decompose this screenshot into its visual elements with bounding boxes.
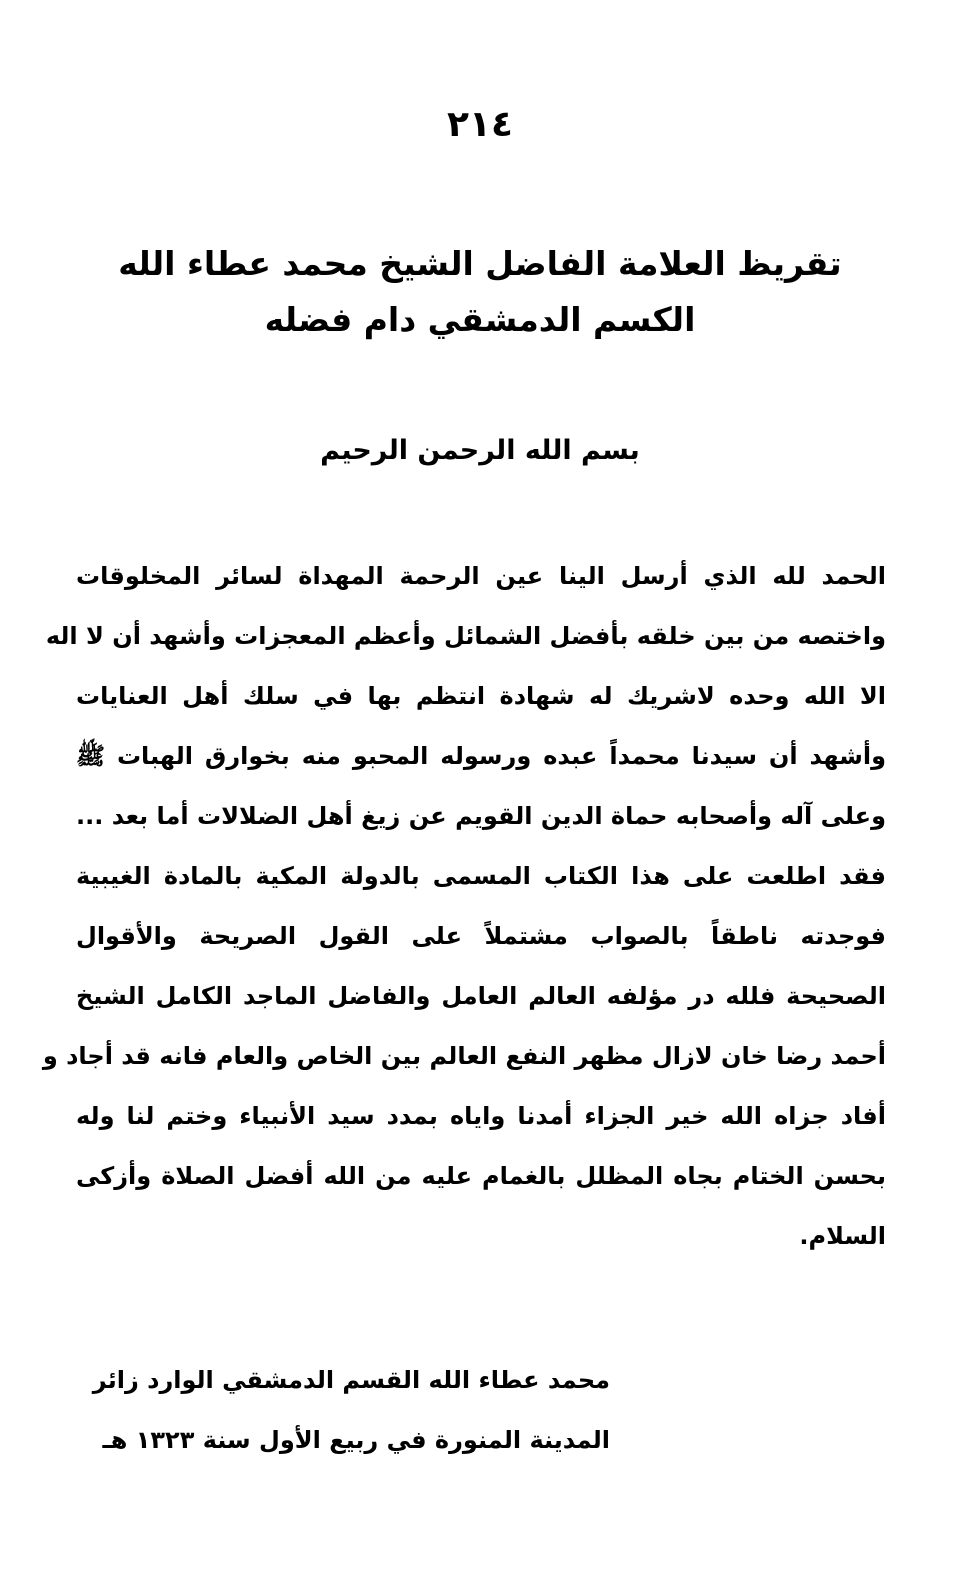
signature-line: محمد عطاء الله القسم الدمشقي الوارد زائر <box>92 1366 610 1394</box>
body-line: الا الله وحده لاشريك له شهادة انتظم بها في سلك أهل العنايات <box>76 682 886 710</box>
body-line: فقد اطلعت على هذا الكتاب المسمى بالدولة المكية بالمادة الغيبية <box>76 862 886 890</box>
signature-block <box>92 1350 610 1470</box>
body-paragraph <box>42 546 886 1266</box>
body-line: وعلى آله وأصحابه حماة الدين القويم عن زيغ أهل الضلالات أما بعد ... <box>76 802 886 830</box>
body-line: وأشهد أن سيدنا محمداً عبده ورسوله المحبو منه بخوارق الهبات ﷺ <box>76 742 886 770</box>
body-line: فوجدته ناطقاً بالصواب مشتملاً على القول الصريحة والأقوال <box>76 922 886 950</box>
basmala: بسم الله الرحمن الرحيم <box>320 435 640 466</box>
page-title: تقريظ العلامة الفاضل الشيخ محمد عطاء الله الكسم الدمشقي دام فضله <box>118 244 842 339</box>
body-line: الحمد لله الذي أرسل الينا عين الرحمة المهداة لسائر المخلوقات <box>76 562 886 590</box>
body-line: الصحيحة فلله در مؤلفه العالم العامل والفاضل الماجد الكامل الشيخ <box>76 982 886 1010</box>
body-line: السلام. <box>799 1222 886 1250</box>
body-line: بحسن الختام بجاه المظلل بالغمام عليه من الله أفضل الصلاة وأزكى <box>76 1162 886 1190</box>
body-line: أحمد رضا خان لازال مظهر النفع العالم بين الخاص والعام فانه قد أجاد و <box>42 1042 886 1070</box>
page-number: ٢١٤ <box>447 104 513 145</box>
body-line: واختصه من بين خلقه بأفضل الشمائل وأعظم المعجزات وأشهد أن لا اله <box>45 622 886 650</box>
body-line: أفاد جزاه الله خير الجزاء أمدنا واياه بمدد سيد الأنبياء وختم لنا وله <box>76 1102 886 1130</box>
signature-line: المدينة المنورة في ربيع الأول سنة ١٣٢٣ هـ <box>102 1426 610 1454</box>
